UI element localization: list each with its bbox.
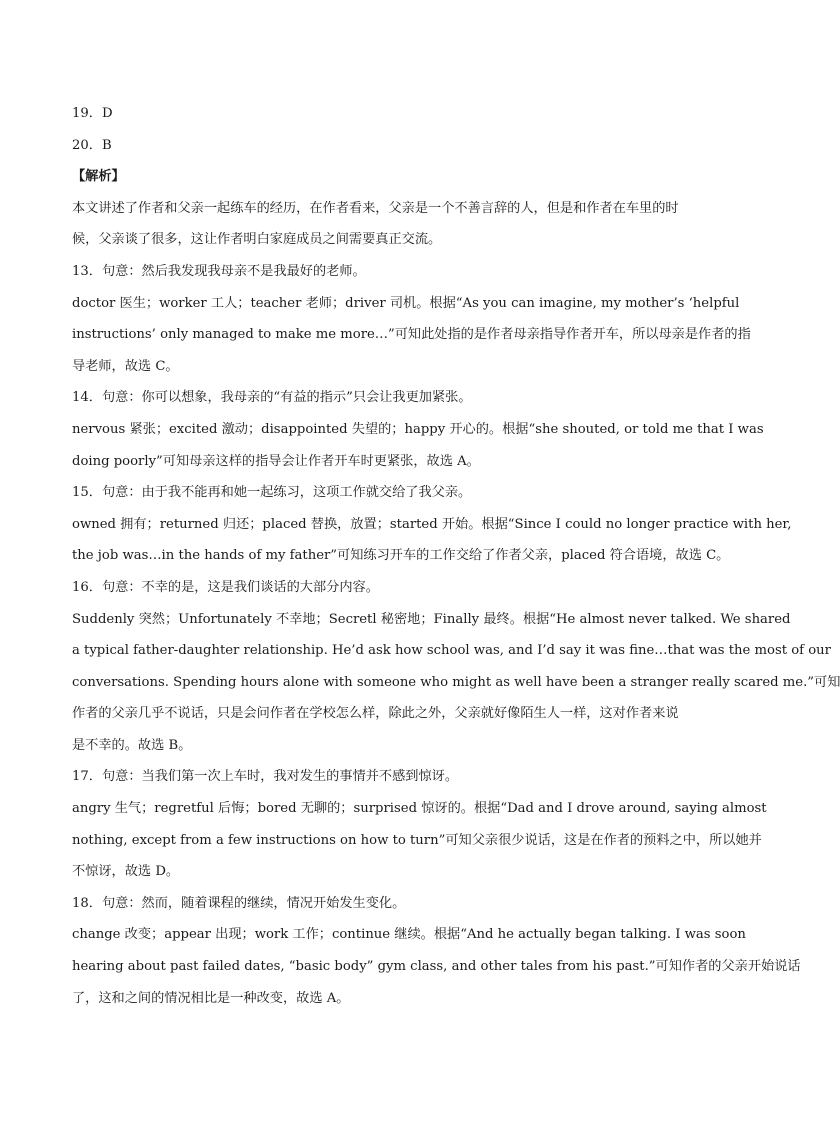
q15-meaning: 15．句意：由于我不能再和她一起练习，这项工作就交给了我父亲。: [72, 485, 472, 501]
q13-explanation-line-2: instructions’ only managed to make me more…”可知此处指的是作者母亲指导作者开车，所以母亲是作者的指: [72, 327, 751, 343]
q15-explanation-line-1: owned 拥有；returned 归还；placed 替换，放置；started 开始。根据“Since I could no longer practice with her,: [72, 516, 792, 532]
q17-explanation-line-1: angry 生气；regretful 后悔；bored 无聊的；surprised 惊讶的。根据“Dad and I drove around, saying almost: [72, 801, 767, 817]
q18-explanation-line-3: 了，这和之间的情况相比是一种改变，故选 A。: [72, 990, 350, 1006]
q16-explanation-line-1: Suddenly 突然；Unfortunately 不幸地；Secretl 秘密地；Finally 最终。根据“He almost never talked. We shared: [72, 611, 791, 627]
q16-explanation-line-5: 是不幸的。故选 B。: [72, 737, 192, 753]
q18-explanation-line-2: hearing about past failed dates, “basic body” gym class, and other tales from his past.”可知作者的父亲开始说话: [72, 959, 801, 975]
q16-explanation-line-3: conversations. Spending hours alone with someone who might as well have been a stranger really scared me.”可知: [72, 674, 840, 690]
q14-explanation-line-1: nervous 紧张；excited 激动；disappointed 失望的；happy 开心的。根据“she shouted, or told me that I was: [72, 421, 764, 437]
summary-line-2: 候，父亲谈了很多，这让作者明白家庭成员之间需要真正交流。: [72, 232, 442, 248]
q16-meaning: 16．句意：不幸的是，这是我们谈话的大部分内容。: [72, 579, 379, 595]
analysis-heading: 【解析】: [72, 169, 125, 185]
summary-line-1: 本文讲述了作者和父亲一起练车的经历，在作者看来，父亲是一个不善言辞的人，但是和作者在车里的时: [72, 200, 679, 216]
q18-meaning: 18．句意：然而，随着课程的继续，情况开始发生变化。: [72, 895, 406, 911]
q14-meaning: 14．句意：你可以想象，我母亲的“有益的指示”只会让我更加紧张。: [72, 390, 472, 406]
q13-explanation-line-3: 导老师，故选 C。: [72, 358, 179, 374]
q16-explanation-line-4: 作者的父亲几乎不说话，只是会问作者在学校怎么样，除此之外，父亲就好像陌生人一样，这对作者来说: [72, 706, 679, 722]
q17-explanation-line-3: 不惊讶，故选 D。: [72, 864, 180, 880]
q15-explanation-line-2: the job was…in the hands of my father”可知练习开车的工作交给了作者父亲，placed 符合语境，故选 C。: [72, 548, 730, 564]
q17-explanation-line-2: nothing, except from a few instructions on how to turn”可知父亲很少说话，这是在作者的预料之中，所以她并: [72, 832, 762, 848]
q18-explanation-line-1: change 改变；appear 出现；work 工作；continue 继续。根据“And he actually began talking. I was soon: [72, 927, 746, 943]
answer-20: 20．B: [72, 137, 112, 153]
q14-explanation-line-2: doing poorly”可知母亲这样的指导会让作者开车时更紧张，故选 A。: [72, 453, 480, 469]
q16-explanation-line-2: a typical father-daughter relationship. He’d ask how school was, and I’d say it was fine…that was the most of our: [72, 643, 831, 659]
q13-explanation-line-1: doctor 医生；worker 工人；teacher 老师；driver 司机。根据“As you can imagine, my mother’s ‘helpful: [72, 295, 740, 311]
q17-meaning: 17．句意：当我们第一次上车时，我对发生的事情并不感到惊讶。: [72, 769, 459, 785]
answer-19: 19．D: [72, 106, 113, 121]
q13-meaning: 13．句意：然后我发现我母亲不是我最好的老师。: [72, 263, 366, 279]
answer-explanation-page: [72, 98, 840, 1014]
